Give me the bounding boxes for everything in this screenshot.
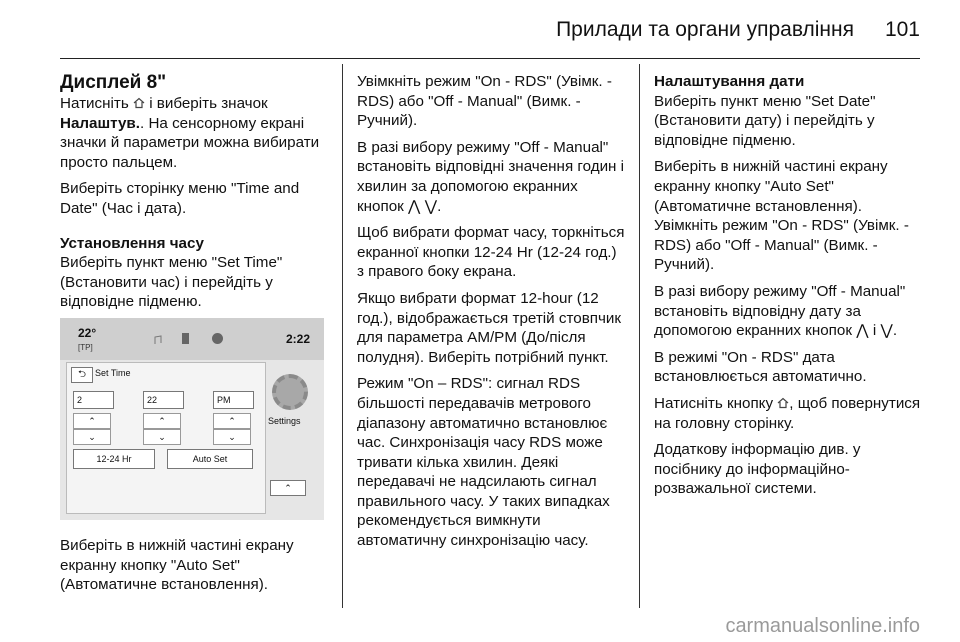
paragraph: Натисніть і виберіть значок Налаштув.. На сенсорному екрані значки й параметри можна вибирати просто пальцем. xyxy=(60,95,320,171)
display-screenshot xyxy=(60,318,324,520)
minute-up-button[interactable]: ⌃ xyxy=(143,413,181,429)
set-time-panel: ⮌ Set Time 2 22 PM ⌃ ⌄ ⌃ ⌄ ⌃ ⌄ 12-24 Hr Auto Set xyxy=(66,362,266,514)
auto-set-button[interactable]: Auto Set xyxy=(167,449,253,469)
paragraph: Виберіть в нижній частині екрану екранну кнопку "Auto Set" (Автоматичне встановлення). xyxy=(60,537,294,594)
paragraph: Додаткову інформацію див. у посібнику до інформаційно-розважальної системи. xyxy=(654,441,861,498)
column-2 xyxy=(357,72,625,558)
minute-field[interactable]: 22 xyxy=(143,391,184,409)
paragraph: Виберіть в нижній частині екрану екранну кнопку "Auto Set" (Автоматичне встановлення). xyxy=(654,158,888,215)
paragraph: В разі вибору режиму "Off - Manual" встановіть відповідну дату за допомогою екранних кнопок ⋀ і ⋁. xyxy=(654,282,906,340)
column-divider xyxy=(639,64,640,608)
scroll-up-button[interactable]: ⌃ xyxy=(270,480,306,496)
paragraph: Виберіть пункт меню "Set Time" (Встановити час) і перейдіть у відповідне підменю. xyxy=(60,254,283,311)
watermark: carmanualsonline.info xyxy=(725,615,920,637)
paragraph: Щоб вибрати формат часу, торкніться екранної кнопки 12-24 Hr (12-24 год.) з правого боку екрана. xyxy=(357,224,625,281)
settings-label: Settings xyxy=(268,416,301,426)
hour-up-button[interactable]: ⌃ xyxy=(73,413,111,429)
paragraph: Виберіть пункт меню "Set Date" (Встановити дату) і перейдіть у відповідне підменю. xyxy=(654,92,876,149)
hour-down-button[interactable]: ⌄ xyxy=(73,429,111,445)
ampm-field[interactable]: PM xyxy=(213,391,254,409)
paragraph: В разі вибору режиму "Off - Manual" встановіть відповідні значення годин і хвилин за допомогою екранних кнопок ⋀ ⋁. xyxy=(357,138,625,215)
hour-field[interactable]: 2 xyxy=(73,391,114,409)
ampm-down-button[interactable]: ⌄ xyxy=(213,429,251,445)
column-3 xyxy=(654,72,922,506)
paragraph: В режимі "On - RDS" дата встановлюється автоматично. xyxy=(654,348,867,386)
section-heading: Дисплей 8" xyxy=(60,72,167,93)
paragraph: Режим "On – RDS": сигнал RDS більшості передавачів метрового діапазону автоматично встановлює час. Синхронізація часу RDS може тривати кілька хвилин. Деякі передавачі не надсилають сигнал правильного часу. У таких випадках рекомендується вимкнути автоматичну синхронізацію часу. xyxy=(357,375,610,550)
column-divider xyxy=(342,64,343,608)
subheading: Установлення часу xyxy=(60,234,204,252)
home-icon xyxy=(133,95,145,107)
header-rule xyxy=(60,58,920,59)
ampm-up-button[interactable]: ⌃ xyxy=(213,413,251,429)
settings-icon xyxy=(212,333,223,344)
paragraph: Натисніть кнопку , щоб повернутися на головну сторінку. xyxy=(654,394,921,432)
paragraph: Виберіть сторінку меню "Time and Date" (Час і дата). xyxy=(60,180,300,217)
back-button[interactable]: ⮌ xyxy=(71,367,93,383)
gear-icon xyxy=(272,374,308,410)
phone-icon xyxy=(182,333,189,344)
music-icon xyxy=(152,333,163,344)
paragraph: Увімкніть режим "On - RDS" (Увімк. - RDS) або "Off - Manual" (Вимк. - Ручний). xyxy=(357,73,612,130)
page-header xyxy=(0,0,960,58)
minute-down-button[interactable]: ⌄ xyxy=(143,429,181,445)
paragraph: Увімкніть режим "On - RDS" (Увімк. - RDS) або "Off - Manual" (Вимк. - Ручний). xyxy=(654,217,909,274)
status-bar: 22° [TP] 2:22 xyxy=(60,318,324,360)
12-24-hr-button[interactable]: 12-24 Hr xyxy=(73,449,155,469)
subheading: Налаштування дати xyxy=(654,73,805,90)
header-title: Прилади та органи управління xyxy=(556,18,854,41)
paragraph: Якщо вибрати формат 12-hour (12 год.), відображається третій стовпчик для параметра AM/PM (До/після полудня). Виберіть потрібний пункт. xyxy=(357,289,622,366)
home-icon xyxy=(777,395,789,407)
page-number: 101 xyxy=(884,18,920,41)
